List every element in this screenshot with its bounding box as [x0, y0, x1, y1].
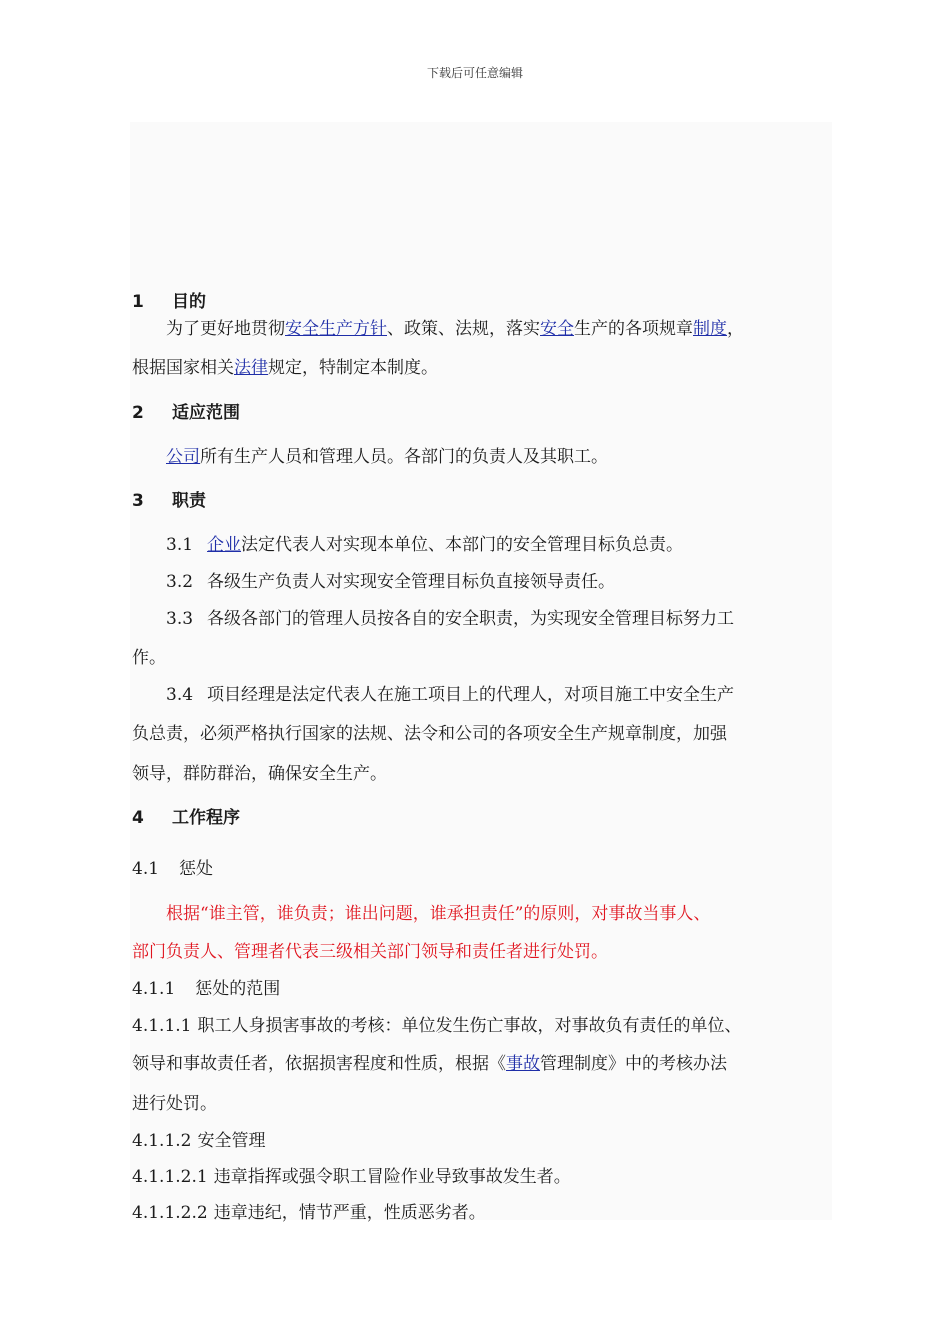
- clause-title: 安全管理: [197, 1131, 266, 1151]
- clause-4-1-1-1: [132, 1011, 832, 1036]
- subsection-number: 4.1: [132, 859, 160, 879]
- section-4-heading: [132, 803, 832, 828]
- text: 法定代表人对实现本单位、本部门的安全管理目标负总责。: [241, 535, 684, 555]
- section-3-heading: [132, 486, 832, 511]
- item-3-1: [166, 530, 832, 555]
- text: 根据国家相关: [132, 358, 234, 378]
- text: 职工人身损害事故的考核：单位发生伤亡事故，对事故负有责任的单位、: [197, 1016, 742, 1036]
- clause-number: 4.1.1.2.1: [132, 1167, 208, 1187]
- page-header-note: 下载后可任意编辑: [426, 66, 523, 80]
- text: 管理制度》中的考核办法: [540, 1054, 727, 1074]
- section-2-paragraph: [166, 442, 832, 467]
- section-1-heading: [132, 287, 832, 312]
- text: 领导和事故责任者，依据损害程度和性质，根据《: [132, 1054, 506, 1074]
- item-number: 3.4: [166, 685, 194, 705]
- item-3-4: [166, 680, 832, 705]
- section-number: 3: [132, 491, 144, 511]
- item-number: 3.2: [166, 572, 194, 592]
- item-3-3: [166, 604, 832, 629]
- item-number: 3.3: [166, 609, 194, 629]
- principle-text: 根据“谁主管，谁负责；谁出问题，谁承担责任”的原则，对事故当事人、: [166, 904, 711, 924]
- section-title: 目的: [172, 292, 206, 312]
- section-number: 4: [132, 808, 144, 828]
- subsection-4-1: [132, 854, 832, 879]
- text: 各级各部门的管理人员按各自的安全职责，为实现安全管理目标努力工: [207, 609, 735, 629]
- link-enterprise[interactable]: 企业: [207, 535, 242, 555]
- clause-4-1-1-2: [132, 1126, 832, 1151]
- text: 规定，特制定本制度。: [268, 358, 438, 378]
- section-2-heading: [132, 398, 832, 423]
- link-law[interactable]: 法律: [234, 358, 268, 378]
- item-number: 3.1: [166, 535, 194, 555]
- item-3-4-cont2: 领导，群防群治，确保安全生产。: [132, 764, 387, 784]
- text: ，: [727, 319, 744, 339]
- subsection-number: 4.1.1: [132, 979, 176, 999]
- text: 为了更好地贯彻: [166, 319, 285, 339]
- link-safety-policy[interactable]: 安全生产方针: [285, 319, 387, 339]
- principle-text-cont: 部门负责人、管理者代表三级相关部门领导和责任者进行处罚。: [132, 942, 608, 962]
- item-3-3-cont: 作。: [132, 648, 166, 668]
- text: 、政策、法规，落实: [387, 319, 540, 339]
- subsection-title: 惩处: [179, 859, 214, 879]
- section-number: 1: [132, 292, 144, 312]
- section-title: 职责: [172, 491, 206, 511]
- clause-4-1-1-1-cont1: [132, 1049, 832, 1074]
- item-3-4-cont1: 负总责，必须严格执行国家的法规、法令和公司的各项安全生产规章制度，加强: [132, 724, 727, 744]
- text: 各级生产负责人对实现安全管理目标负直接领导责任。: [207, 572, 616, 592]
- section-1-paragraph-cont: [132, 353, 832, 378]
- section-title: 工作程序: [172, 808, 240, 828]
- clause-number: 4.1.1.2.2: [132, 1203, 208, 1223]
- link-company[interactable]: 公司: [166, 447, 200, 467]
- clause-4-1-1-2-2: [132, 1198, 832, 1223]
- link-safety[interactable]: 安全: [540, 319, 574, 339]
- link-system[interactable]: 制度: [693, 319, 727, 339]
- subsection-4-1-1: [132, 974, 832, 999]
- text: 违章违纪，情节严重，性质恶劣者。: [213, 1203, 486, 1223]
- subsection-title: 惩处的范围: [195, 979, 281, 999]
- clause-number: 4.1.1.1: [132, 1016, 192, 1036]
- item-3-2: [166, 567, 832, 592]
- text: 生产的各项规章: [574, 319, 693, 339]
- clause-4-1-1-2-1: [132, 1162, 832, 1187]
- clause-number: 4.1.1.2: [132, 1131, 192, 1151]
- section-number: 2: [132, 403, 144, 423]
- link-accident[interactable]: 事故: [506, 1054, 540, 1074]
- text: 所有生产人员和管理人员。各部门的负责人及其职工。: [200, 447, 608, 467]
- text: 违章指挥或强令职工冒险作业导致事故发生者。: [213, 1167, 571, 1187]
- text: 项目经理是法定代表人在施工项目上的代理人，对项目施工中安全生产: [207, 685, 735, 705]
- clause-4-1-1-1-cont2: 进行处罚。: [132, 1094, 217, 1114]
- section-1-paragraph: [166, 314, 832, 339]
- section-title: 适应范围: [172, 403, 240, 423]
